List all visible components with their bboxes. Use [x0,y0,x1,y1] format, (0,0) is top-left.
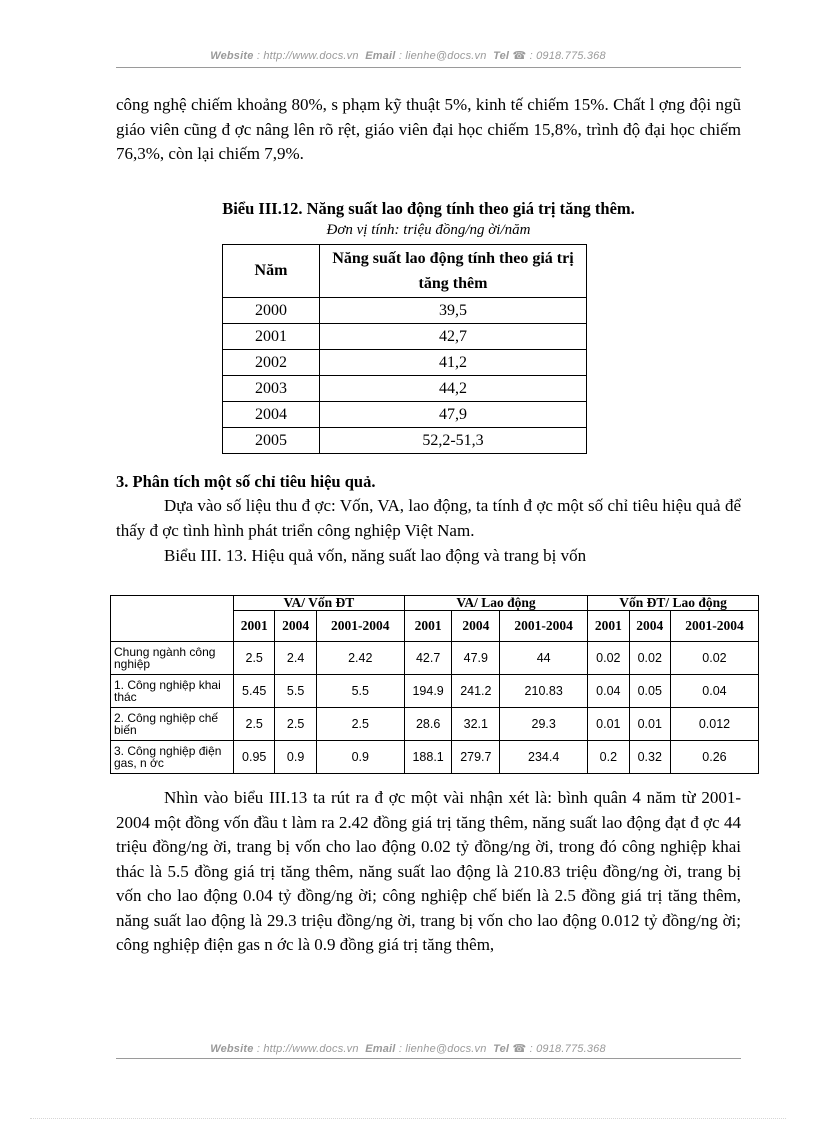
website-label: Website [210,1043,254,1055]
value-cell: 42.7 [404,642,452,675]
website-url[interactable]: : http://www.docs.vn [256,1043,359,1055]
tel-label: Tel [493,50,510,62]
value-cell: 29.3 [500,708,588,741]
value-cell: 0.01 [629,708,670,741]
value-cell: 47,9 [320,402,587,428]
table-row [223,428,587,454]
value-cell: 5.5 [316,675,404,708]
conclusion-paragraph: Nhìn vào biểu III.13 ta rút ra đ ợc một vài nhận xét là: bình quân 4 năm từ 2001-2004 một đồng vốn đầu t làm ra 2.42 đồng giá trị tăng thêm, năng suất lao động đạt đ ợc 44 triệu đồng/ng ời, trang bị vốn cho lao động 0.02 tỷ đồng/ng ời, trong đó công nghiệp khai thác là 5.5 đồng giá trị tăng thêm, năng suất lao động là 210.83 triệu đồng/ng ời, trang bị vốn cho lao động 0.04 tỷ đồng/ng ời; công nghiệp chế biến là 2.5 đồng giá trị tăng thêm, năng suất lao động là 29.3 triệu đồng/ng ời, trang bị vốn cho lao động 0.012 tỷ đồng/ng ời; công nghiệp điện gas n ớc là 0.9 đồng giá trị tăng thêm, [116,788,741,954]
table1-unit: Đơn vị tính: triệu đồng/ng ời/năm [326,222,531,238]
year-cell: 2005 [223,428,320,454]
year-header: 2004 [629,611,670,642]
value-cell: 44 [500,642,588,675]
value-cell: 210.83 [500,675,588,708]
value-cell: 2.5 [275,708,316,741]
year-header: 2001-2004 [670,611,758,642]
value-cell: 0.02 [588,642,629,675]
website-label: Website [210,50,254,62]
value-cell: 0.02 [629,642,670,675]
value-cell: 241.2 [452,675,500,708]
table-row [111,708,759,741]
email-address[interactable]: : lienhe@docs.vn [398,50,487,62]
year-header: 2001 [404,611,452,642]
value-cell: 2.42 [316,642,404,675]
value-cell: 0.02 [670,642,758,675]
value-cell: 0.95 [234,741,275,774]
row-label: 3. Công nghiệp điện gas, n ớc [111,741,234,774]
value-cell: 2.5 [234,708,275,741]
value-cell: 0.32 [629,741,670,774]
row-label: 2. Công nghiệp chế biến [111,708,234,741]
year-header: 2004 [452,611,500,642]
value-cell: 39,5 [320,298,587,324]
email-label: Email [365,1043,396,1055]
email-label: Email [365,50,396,62]
year-cell: 2003 [223,376,320,402]
value-cell: 194.9 [404,675,452,708]
value-cell: 188.1 [404,741,452,774]
tel-label: Tel [493,1043,510,1055]
group-header: Vốn ĐT/ Lao động [588,596,759,611]
table2-caption: Biểu III. 13. Hiệu quả vốn, năng suất lao động và trang bị vốn [164,546,587,565]
website-url[interactable]: : http://www.docs.vn [256,50,359,62]
year-header: 2001-2004 [500,611,588,642]
year-header: 2001 [588,611,629,642]
value-cell: 52,2-51,3 [320,428,587,454]
value-cell: 0.012 [670,708,758,741]
year-header: 2001-2004 [316,611,404,642]
year-cell: 2004 [223,402,320,428]
table-row [111,741,759,774]
value-cell: 0.2 [588,741,629,774]
value-cell: 47.9 [452,642,500,675]
table-row [111,642,759,675]
footer-rule [116,1058,741,1059]
value-cell: 32.1 [452,708,500,741]
value-cell: 28.6 [404,708,452,741]
year-cell: 2000 [223,298,320,324]
value-cell: 0.9 [316,741,404,774]
intro-paragraph: công nghệ chiếm khoảng 80%, s phạm kỹ thuật 5%, kinh tế chiếm 15%. Chất l ợng đội ngũ giáo viên cũng đ ợc nâng lên rõ rệt, giáo viên đại học chiếm 15,8%, trình độ đại học chiếm 76,3%, còn lại chiếm 7,9%. [116,95,741,163]
value-cell: 0.05 [629,675,670,708]
row-label: 1. Công nghiệp khai thác [111,675,234,708]
table-row [223,402,587,428]
value-cell: 5.45 [234,675,275,708]
table-row [223,324,587,350]
value-cell: 0.04 [588,675,629,708]
email-address[interactable]: : lienhe@docs.vn [398,1043,487,1055]
value-cell: 0.01 [588,708,629,741]
table-row [223,350,587,376]
value-cell: 0.04 [670,675,758,708]
year-cell: 2001 [223,324,320,350]
page-header [0,49,816,62]
value-cell: 2.4 [275,642,316,675]
value-cell: 44,2 [320,376,587,402]
table-row [223,298,587,324]
table-row [111,675,759,708]
tel-number: ☎ : 0918.775.368 [512,1043,606,1055]
table1-caption: Biểu III.12. Năng suất lao động tính theo giá trị tăng thêm. [222,199,635,218]
table-row [223,376,587,402]
productivity-table [222,244,587,454]
value-cell: 42,7 [320,324,587,350]
year-header: 2004 [275,611,316,642]
value-cell: 0.26 [670,741,758,774]
col-value-header: Năng suất lao động tính theo giá trị tăng thêm [320,245,587,298]
value-cell: 5.5 [275,675,316,708]
tel-number: ☎ : 0918.775.368 [512,50,606,62]
group-header: VA/ Vốn ĐT [234,596,405,611]
corner-cell [111,596,234,642]
header-rule [116,67,741,68]
value-cell: 2.5 [316,708,404,741]
section-paragraph: Dựa vào số liệu thu đ ợc: Vốn, VA, lao động, ta tính đ ợc một số chỉ tiêu hiệu quả để thấy đ ợc tình hình phát triển công nghiệp Việt Nam. [116,496,741,540]
col-year-header: Năm [223,245,320,298]
value-cell: 279.7 [452,741,500,774]
efficiency-table [110,595,759,774]
year-cell: 2002 [223,350,320,376]
row-label: Chung ngành công nghiệp [111,642,234,675]
page-footer [0,1042,816,1055]
value-cell: 234.4 [500,741,588,774]
section-heading: 3. Phân tích một số chỉ tiêu hiệu quả. [116,472,376,491]
page-edge-divider [30,1118,786,1119]
value-cell: 0.9 [275,741,316,774]
value-cell: 41,2 [320,350,587,376]
year-header: 2001 [234,611,275,642]
value-cell: 2.5 [234,642,275,675]
group-header: VA/ Lao động [404,596,587,611]
